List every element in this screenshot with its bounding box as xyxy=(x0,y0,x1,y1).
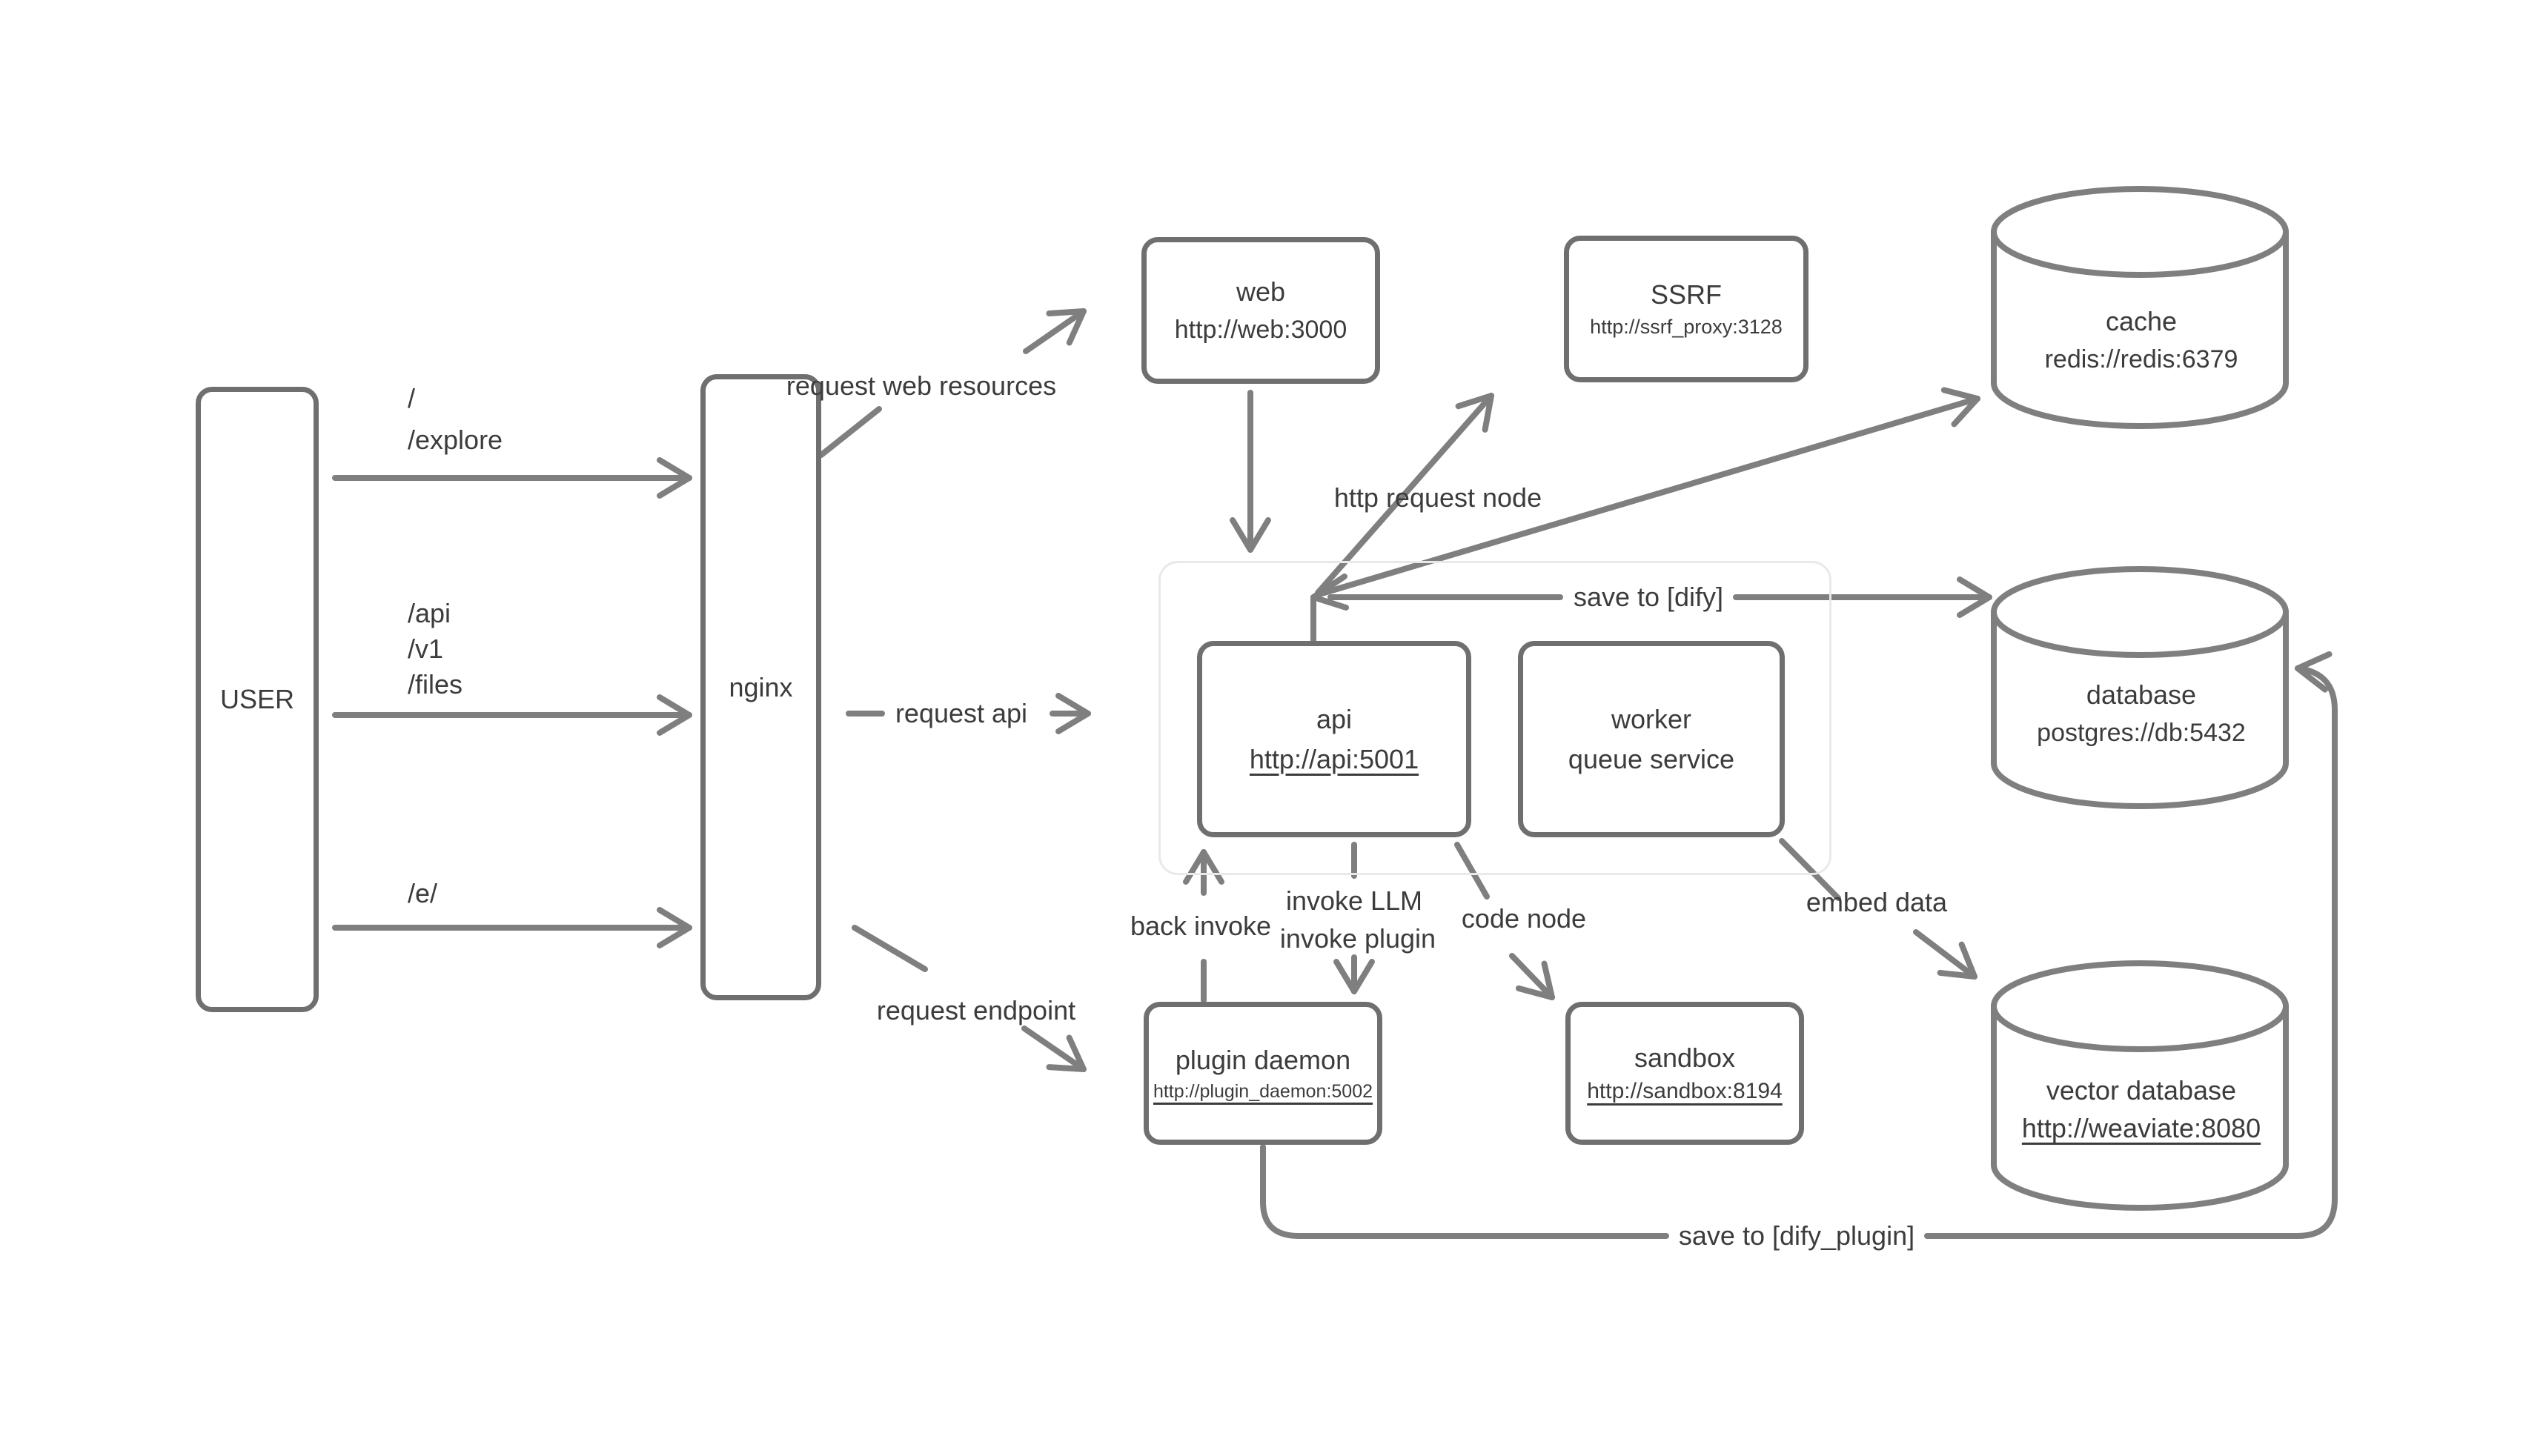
edge-label-http-request-node: http request node xyxy=(1333,482,1542,513)
arrow-code-node-seg2 xyxy=(1512,956,1552,997)
cache-title: cache xyxy=(2105,306,2178,336)
web-url: http://web:3000 xyxy=(1174,316,1347,345)
api-url: http://api:5001 xyxy=(1249,743,1419,774)
database-title: database xyxy=(2086,679,2197,710)
edge-label-save-to-dify-plugin: save to [dify_plugin] xyxy=(1678,1220,1915,1251)
arrow-nginx-plugin-seg2 xyxy=(1024,1028,1084,1069)
database-url: postgres://db:5432 xyxy=(2037,719,2246,747)
edge-label-back-invoke: back invoke xyxy=(1130,911,1272,941)
node-nginx xyxy=(700,374,821,1000)
edge-label-invoke-llm: invoke LLM xyxy=(1285,885,1423,916)
arrow-nginx-web-seg1 xyxy=(821,409,879,455)
edge-label-path-files: /files xyxy=(408,669,463,699)
edge-label-path-v1: /v1 xyxy=(408,634,444,664)
nginx-label: nginx xyxy=(729,671,793,702)
worker-subtitle: queue service xyxy=(1568,743,1735,774)
web-title: web xyxy=(1236,276,1286,307)
ssrf-url: http://ssrf_proxy:3128 xyxy=(1590,316,1783,339)
edge-label-request-web-resources: request web resources xyxy=(786,370,1057,401)
node-api xyxy=(1197,641,1471,837)
vector-database-title: vector database xyxy=(2046,1075,2237,1106)
edge-label-path-e: /e/ xyxy=(408,878,438,908)
node-cache xyxy=(1995,302,2287,378)
ssrf-title: SSRF xyxy=(1650,279,1722,310)
node-web xyxy=(1141,237,1380,384)
node-sandbox xyxy=(1565,1002,1804,1145)
node-database xyxy=(1995,676,2287,751)
edge-label-embed-data: embed data xyxy=(1806,887,1948,917)
edge-label-path-api: /api xyxy=(408,598,451,628)
arrow-nginx-plugin-seg1 xyxy=(855,928,925,969)
vector-database-url: http://weaviate:8080 xyxy=(2021,1113,2261,1143)
node-vector-database xyxy=(1995,1071,2287,1147)
edge-label-request-api: request api xyxy=(895,698,1028,728)
node-worker xyxy=(1518,641,1785,837)
node-user xyxy=(196,387,319,1012)
node-ssrf xyxy=(1564,236,1808,382)
edge-label-request-endpoint: request endpoint xyxy=(876,995,1076,1025)
arrow-plugin-database-seg1 xyxy=(1263,1147,1666,1236)
arrow-embed-data-seg2 xyxy=(1916,932,1975,977)
cache-url: redis://redis:6379 xyxy=(2044,345,2238,373)
user-label: USER xyxy=(219,684,295,715)
plugin-daemon-url: http://plugin_daemon:5002 xyxy=(1153,1081,1373,1103)
edge-label-code-node: code node xyxy=(1461,903,1587,934)
sandbox-title: sandbox xyxy=(1634,1042,1736,1073)
arrow-nginx-web-seg2 xyxy=(1026,311,1084,351)
plugin-daemon-title: plugin daemon xyxy=(1175,1044,1351,1075)
edge-label-save-to-dify: save to [dify] xyxy=(1573,582,1724,612)
edge-label-path-root: / xyxy=(408,383,416,413)
worker-title: worker xyxy=(1611,704,1692,735)
edge-label-path-explore: /explore xyxy=(408,425,503,455)
edge-label-invoke-plugin: invoke plugin xyxy=(1279,923,1436,954)
node-plugin-daemon xyxy=(1144,1002,1382,1145)
sandbox-url: http://sandbox:8194 xyxy=(1587,1079,1783,1104)
api-title: api xyxy=(1316,704,1353,735)
